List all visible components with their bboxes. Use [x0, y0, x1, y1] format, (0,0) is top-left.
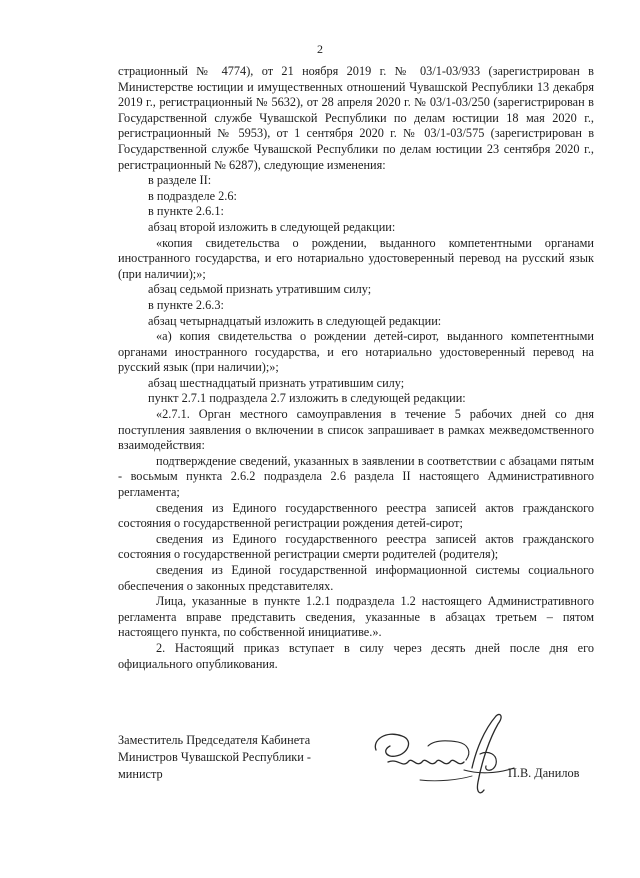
document-paragraph: подтверждение сведений, указанных в заявлении в соответствии с абзацами пятым - восьмым пункта 2.6.2 подраздела 2.6 раздела II настоящего Административного регламента;	[118, 453, 594, 500]
document-paragraph: абзац четырнадцатый изложить в следующей редакции:	[148, 313, 442, 328]
document-body	[118, 64, 594, 672]
signature-block	[118, 732, 598, 802]
document-paragraph: пункт 2.7.1 подраздела 2.7 изложить в следующей редакции:	[148, 391, 466, 406]
signatory-title-line: министр	[118, 767, 163, 781]
document-paragraph: 2. Настоящий приказ вступает в силу через десять дней после дня его официального опубликования.	[118, 640, 594, 671]
page-number: 2	[317, 42, 323, 56]
document-paragraph: абзац седьмой признать утратившим силу;	[148, 282, 372, 297]
handwritten-signature	[368, 710, 518, 802]
document-paragraph: сведения из Единой государственной информационной системы социального обеспечения о законных представителях.	[118, 563, 594, 593]
document-paragraph: в разделе II:	[148, 173, 212, 188]
document-paragraph: «копия свидетельства о рождении, выданного компетентными органами иностранного государства, и его нотариально удостоверенный перевод на русский язык (при наличии);»;	[118, 235, 594, 281]
document-paragraph: «а) копия свидетельства о рождении детей-сирот, выданного компетентными органами иностранного государства, и его нотариально удостоверенный перевод на русский язык (при наличии);»;	[118, 329, 594, 375]
document-paragraph: в подразделе 2.6:	[148, 188, 237, 203]
signatory-name: П.В. Данилов	[508, 766, 580, 780]
document-paragraph: сведения из Единого государственного реестра записей актов гражданского состояния о государственной регистрации смерти родителей (родителя);	[118, 531, 594, 562]
document-paragraph: абзац второй изложить в следующей редакции:	[148, 219, 396, 234]
document-paragraph: в пункте 2.6.1:	[148, 204, 224, 219]
document-paragraph: в пункте 2.6.3:	[148, 297, 224, 312]
document-paragraph: Лица, указанные в пункте 1.2.1 подраздела 1.2 настоящего Административного регламента вправе представить сведения, указанные в абзацах третьем – пятом настоящего пункта, по собственной инициативе.».	[118, 594, 594, 640]
document-paragraph: абзац шестнадцатый признать утратившим силу;	[148, 375, 405, 390]
signatory-title-line: Министров Чувашской Республики -	[118, 750, 312, 764]
signatory-title	[118, 732, 311, 783]
document-paragraph: сведения из Единого государственного реестра записей актов гражданского состояния о государственной регистрации рождения детей-сирот;	[118, 500, 594, 531]
document-paragraph: «2.7.1. Орган местного самоуправления в течение 5 рабочих дней со дня поступления заявления о включении в список запрашивает в рамках межведомственного взаимодействия:	[118, 407, 594, 453]
signatory-title-line: Заместитель Председателя Кабинета	[118, 733, 311, 747]
document-paragraph: страционный № 4774), от 21 ноября 2019 г. № 03/1-03/933 (зарегистрирован в Министерстве юстиции и имущественных отношений Чувашской Республики 13 декабря 2019 г., регистрационный № 5632), от 28 апреля 2020 г. № 03/1-03/250 (зарегистрирован в Государственной службе Чувашской Республики по делам юстиции 18 мая 2020 г., регистрационный № 5953), от 1 сентября 2020 г. № 03/1-03/575 (зарегистрирован в Государственной службе Чувашской Республики по делам юстиции 23 сентября 2020 г., регистрационный № 6287), следующие изменения:	[118, 64, 594, 172]
